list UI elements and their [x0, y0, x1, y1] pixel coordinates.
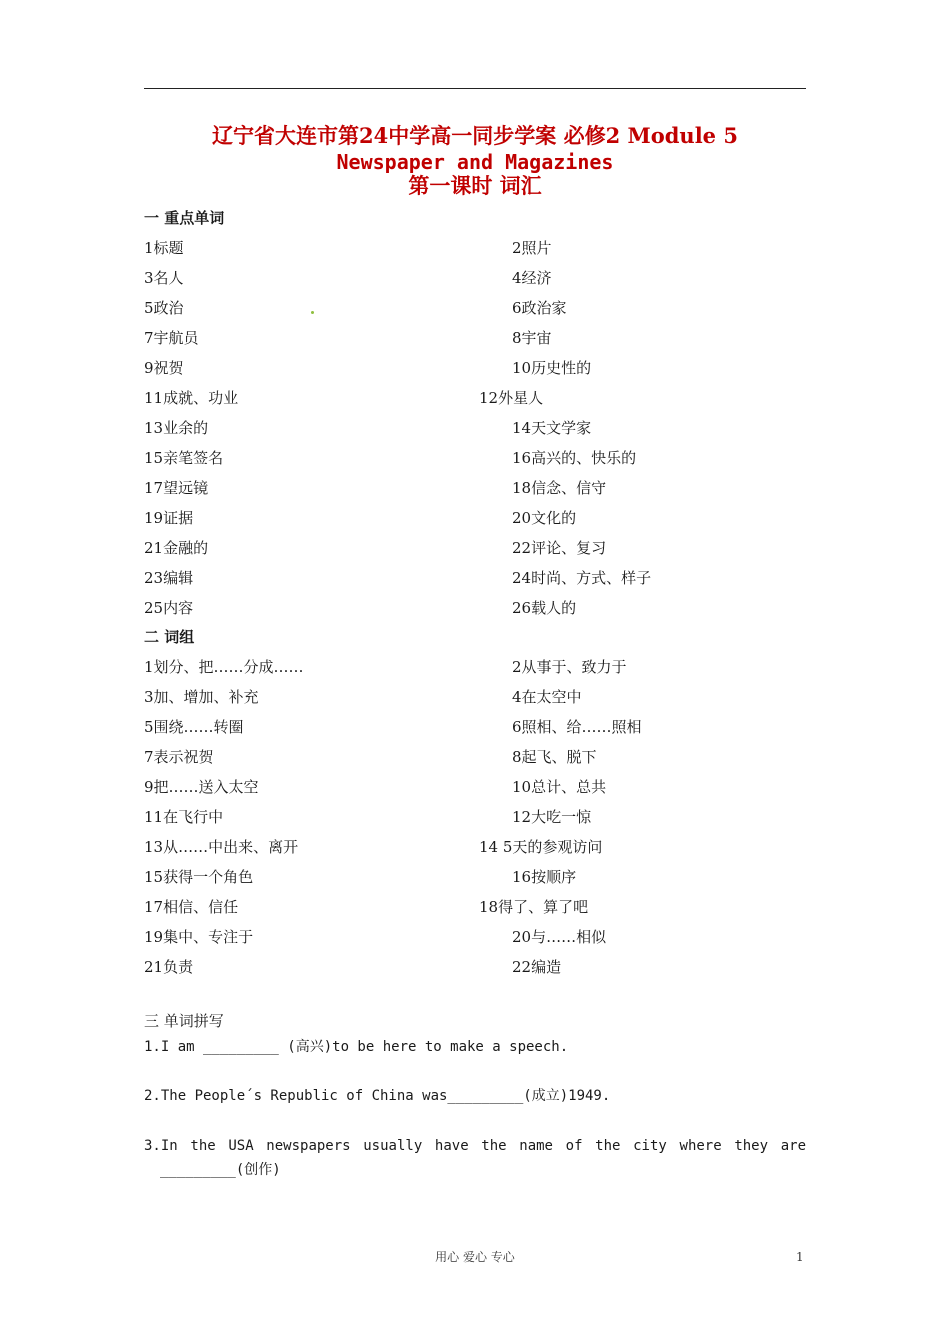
list-item: 20文化的 — [512, 509, 577, 527]
doc-title-line3: 第一课时 词汇 — [408, 173, 542, 198]
top-rule — [144, 88, 806, 89]
list-item: 14 5天的参观访问 — [479, 838, 603, 856]
list-item: 8起飞、脱下 — [512, 748, 597, 766]
list-item: 1标题 — [144, 239, 184, 257]
list-item: 6照相、给……照相 — [512, 718, 642, 736]
list-item: 3加、增加、补充 — [144, 688, 259, 706]
section1-heading: 一 重点单词 — [144, 209, 225, 227]
list-item: 11在飞行中 — [144, 808, 224, 826]
doc-title-line2: Newspaper and Magazines — [336, 150, 614, 174]
list-item: 7宇航员 — [144, 329, 199, 347]
list-item: 18信念、信守 — [512, 479, 607, 497]
list-item: 7表示祝贺 — [144, 748, 214, 766]
list-item: 2照片 — [512, 239, 552, 257]
list-item: 13业余的 — [144, 419, 209, 437]
footer-motto: 用心 爱心 专心 — [435, 1250, 515, 1264]
list-item: 26载人的 — [512, 599, 577, 617]
list-item: 16高兴的、快乐的 — [512, 449, 637, 467]
list-item: 9祝贺 — [144, 359, 184, 377]
list-item: 17相信、信任 — [144, 898, 239, 916]
list-item: 21负责 — [144, 958, 194, 976]
list-item: 15亲笔签名 — [144, 449, 224, 467]
list-item: 12大吃一惊 — [512, 808, 592, 826]
doc-title-line1: 辽宁省大连市第24中学高一同步学案 必修2 Module 5 — [212, 123, 738, 148]
list-item: 4经济 — [512, 269, 552, 287]
list-item: 9把……送入太空 — [144, 778, 259, 796]
list-item: 21金融的 — [144, 539, 209, 557]
list-item: 22编造 — [512, 958, 562, 976]
list-item: 5政治 — [144, 299, 184, 317]
spelling-sentence-2: 2.The People´s Republic of China was_________(成立)1949. — [144, 1088, 611, 1104]
list-item: 17望远镜 — [144, 479, 209, 497]
list-item: 19集中、专注于 — [144, 928, 254, 946]
spelling-sentence-1: 1.I am _________ (高兴)to be here to make a speech. — [144, 1039, 569, 1055]
list-item: 14天文学家 — [512, 419, 592, 437]
list-item: 10历史性的 — [512, 359, 592, 377]
list-item: 22评论、复习 — [512, 539, 607, 557]
list-item: 13从……中出来、离开 — [144, 838, 299, 856]
list-item: 1划分、把……分成…… — [144, 658, 304, 676]
list-item: 10总计、总共 — [512, 778, 607, 796]
list-item: 6政治家 — [512, 299, 567, 317]
list-item: 3名人 — [144, 269, 184, 287]
decorative-dot — [311, 311, 314, 314]
list-item: 11成就、功业 — [144, 389, 239, 407]
list-item: 5围绕……转圈 — [144, 718, 244, 736]
section2-heading: 二 词组 — [144, 628, 195, 646]
list-item: 4在太空中 — [512, 688, 582, 706]
page-number: 1 — [796, 1250, 804, 1264]
spelling-sentence-3-line1: 3.In the USA newspapers usually have the name of the city where they are — [144, 1138, 806, 1154]
list-item: 20与……相似 — [512, 928, 607, 946]
list-item: 25内容 — [144, 599, 194, 617]
list-item: 18得了、算了吧 — [479, 898, 589, 916]
list-item: 15获得一个角色 — [144, 868, 254, 886]
list-item: 16按顺序 — [512, 868, 577, 886]
list-item: 24时尚、方式、样子 — [512, 569, 652, 587]
list-item: 2从事于、致力于 — [512, 658, 627, 676]
list-item: 8宇宙 — [512, 329, 552, 347]
spelling-sentence-3-line2: _________(创作) — [160, 1162, 281, 1178]
list-item: 12外星人 — [479, 389, 544, 407]
list-item: 19证据 — [144, 509, 194, 527]
section3-heading: 三 单词拼写 — [144, 1012, 224, 1030]
list-item: 23编辑 — [144, 569, 194, 587]
